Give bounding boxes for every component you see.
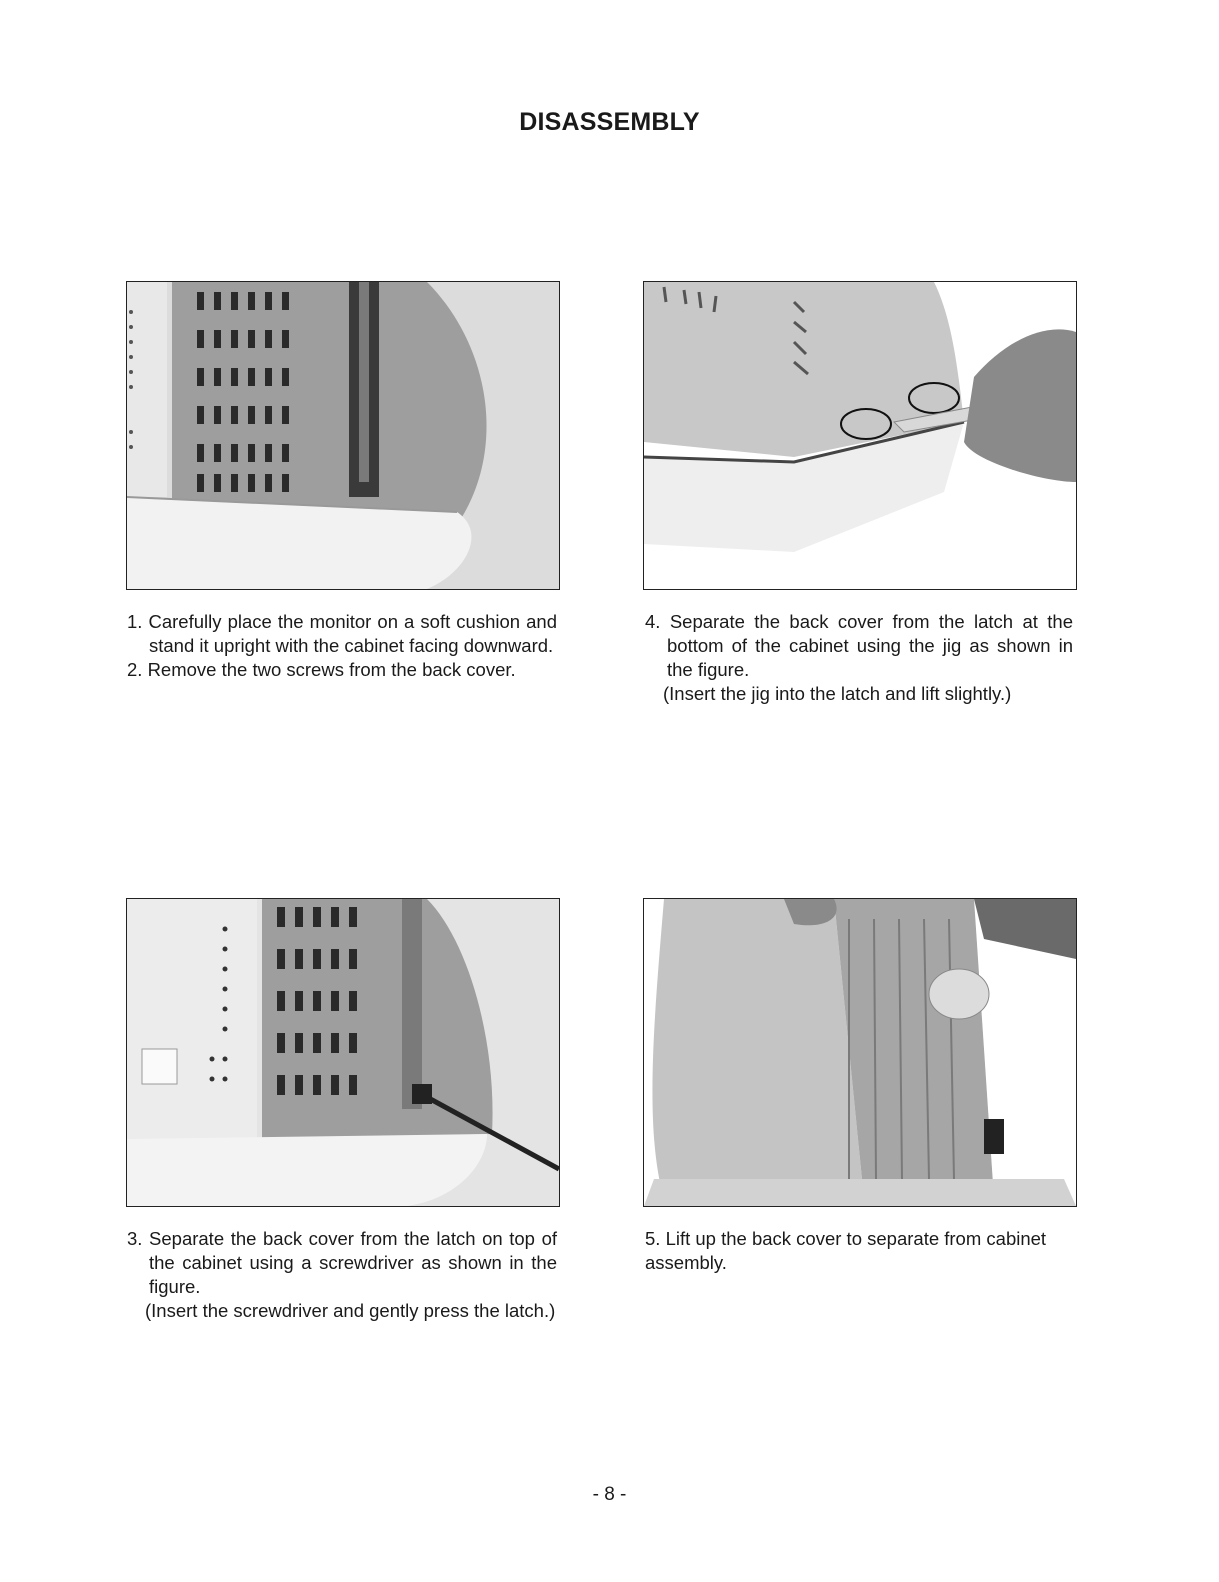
- instruction-block-steps-1-2: [127, 610, 557, 682]
- page-number: - 8 -: [592, 1484, 627, 1505]
- photo-jig-bottom-latch: [643, 281, 1077, 590]
- step-2: 2. Remove the two screws from the back cover.: [127, 659, 516, 680]
- photo-lifting-back-cover: [643, 898, 1077, 1207]
- photo-screwdriver-top-latch: [126, 898, 560, 1207]
- photo-back-cover-screws: [126, 281, 560, 590]
- step-4-note: (Insert the jig into the latch and lift slightly.): [663, 683, 1012, 704]
- step-1: 1. Carefully place the monitor on a soft cushion and stand it upright with the cabinet facing downward.: [127, 611, 557, 656]
- instruction-block-step-3: [127, 1227, 557, 1323]
- step-3-note: (Insert the screwdriver and gently press the latch.): [145, 1300, 556, 1321]
- instruction-block-step-5: [645, 1227, 1073, 1275]
- step-4: 4. Separate the back cover from the latch at the bottom of the cabinet using the jig as shown in the figure.: [645, 611, 1073, 680]
- step-3: 3. Separate the back cover from the latch on top of the cabinet using a screwdriver as shown in the figure.: [127, 1228, 557, 1297]
- step-5: 5. Lift up the back cover to separate from cabinet assembly.: [645, 1228, 1047, 1273]
- instruction-block-step-4: [645, 610, 1073, 706]
- page-title: DISASSEMBLY: [519, 108, 700, 136]
